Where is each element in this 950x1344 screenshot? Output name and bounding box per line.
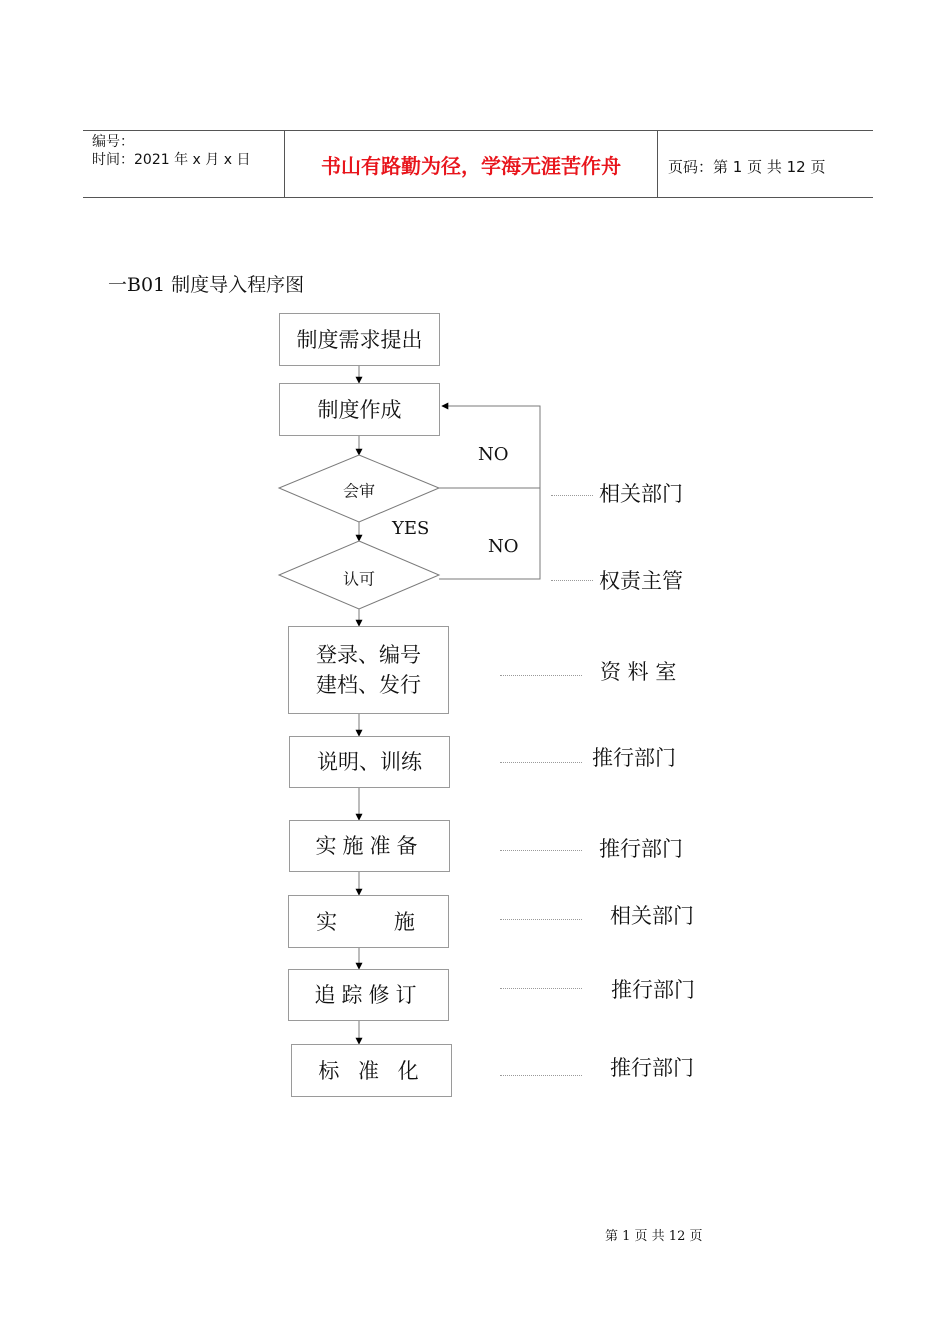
step-preparation: 实施准备 <box>289 820 450 872</box>
header-motto: 书山有路勤为径，学海无涯苦作舟 <box>321 154 621 178</box>
leader-1 <box>551 495 593 496</box>
step-standardize: 标 准 化 <box>291 1044 452 1097</box>
dept-review: 相关部门 <box>599 482 683 506</box>
leader-7 <box>500 988 582 989</box>
leader-5 <box>500 850 582 851</box>
dept-approve: 权责主管 <box>599 569 683 593</box>
label-no-review: NO <box>478 444 509 465</box>
leader-6 <box>500 919 582 920</box>
header-page-label: 页码：第 1 页 共 12 页 <box>668 158 826 176</box>
leader-2 <box>551 580 593 581</box>
decision-approve: 认可 <box>342 569 376 589</box>
dept-register: 资 料 室 <box>600 660 677 684</box>
step-training: 说明、训练 <box>289 736 450 788</box>
header-number-label: 编号： <box>92 134 134 150</box>
step-register: 登录、编号 建档、发行 <box>288 626 449 714</box>
page-footer: 第 1 页 共 12 页 <box>605 1229 703 1244</box>
step-implement: 实 施 <box>288 895 449 948</box>
header-time-label: 时间：2021 年 x 月 x 日 <box>92 152 251 168</box>
decision-review: 会审 <box>342 481 376 501</box>
leader-4 <box>500 762 582 763</box>
step-requirement: 制度需求提出 <box>279 313 440 366</box>
dept-training: 推行部门 <box>592 746 676 770</box>
step-tracking: 追踪修订 <box>288 969 449 1021</box>
label-no-approve: NO <box>488 536 519 557</box>
feedback-loop-2 <box>439 488 540 579</box>
dept-standardize: 推行部门 <box>610 1056 694 1080</box>
label-yes: YES <box>392 518 430 539</box>
step-draft: 制度作成 <box>279 383 440 436</box>
dept-implement: 相关部门 <box>610 904 694 928</box>
leader-8 <box>500 1075 582 1076</box>
leader-3 <box>500 675 582 676</box>
dept-preparation: 推行部门 <box>599 837 683 861</box>
dept-tracking: 推行部门 <box>611 978 695 1002</box>
diagram-title: 一B01 制度导入程序图 <box>108 274 305 296</box>
